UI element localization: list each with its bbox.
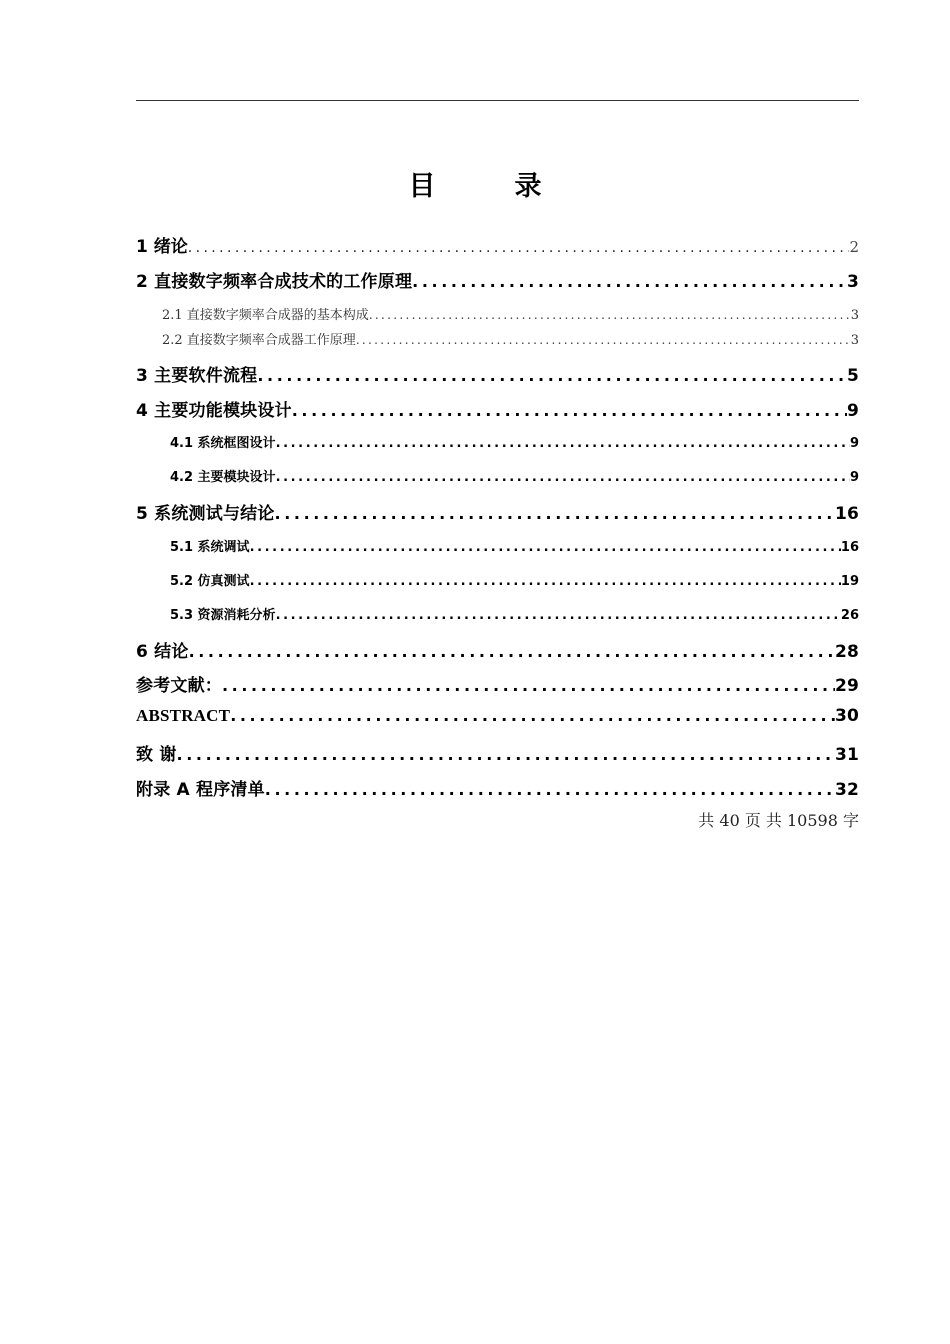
toc-title: 目 录	[408, 171, 568, 202]
toc-entry[interactable]	[136, 775, 859, 800]
toc-entry-page: 9	[846, 401, 859, 421]
toc-entry-page: 2	[849, 238, 859, 256]
toc-entry-label: 2 直接数字频率合成技术的工作原理	[136, 272, 413, 292]
dot-leader	[189, 642, 835, 661]
toc-entry-page: 29	[834, 676, 859, 696]
toc-entry[interactable]	[136, 304, 859, 323]
toc-entry-label: 5.2 仿真测试	[170, 574, 250, 589]
toc-entry-label: 致 谢	[136, 745, 177, 765]
toc-entry[interactable]	[136, 432, 859, 451]
toc-entry-page: 9	[849, 436, 859, 451]
toc-entry-page: 31	[834, 745, 859, 765]
dot-leader	[412, 272, 847, 291]
toc-entry-page: 16	[840, 540, 859, 555]
dot-leader	[265, 780, 835, 799]
toc-entry-page: 28	[834, 642, 859, 662]
toc-entry-label: 5.3 资源消耗分析	[170, 608, 276, 623]
toc-entry[interactable]	[136, 361, 859, 386]
toc-entry[interactable]	[136, 232, 859, 257]
dot-leader	[188, 240, 850, 256]
toc-entry-page: 3	[850, 308, 859, 323]
toc-entry-page: 26	[840, 608, 859, 623]
toc-entry-page: 5	[846, 366, 859, 386]
toc-entry-label: 1 绪论	[136, 237, 188, 257]
toc-entry[interactable]	[136, 637, 859, 662]
page-word-count: 共 40 页 共 10598 字	[698, 811, 859, 830]
toc-entry[interactable]	[136, 706, 859, 726]
dot-leader	[230, 706, 835, 725]
toc-entry[interactable]	[136, 466, 859, 485]
toc-entry-label: 5 系统测试与结论	[136, 504, 275, 524]
toc-entry-label: 5.1 系统调试	[170, 540, 250, 555]
toc-entry-label: 3 主要软件流程	[136, 366, 258, 386]
toc-entry[interactable]	[136, 396, 859, 421]
dot-leader	[276, 608, 841, 623]
dot-leader	[276, 436, 850, 451]
toc-entry-page: 3	[850, 333, 859, 348]
toc-entry-label: 2.2 直接数字频率合成器工作原理	[162, 333, 356, 348]
toc-entry[interactable]	[136, 604, 859, 623]
toc-entry-label: 4 主要功能模块设计	[136, 401, 292, 421]
toc-entry-label: ABSTRACT	[136, 706, 231, 725]
toc-entry-label: 附录 A 程序清单	[136, 780, 265, 800]
toc-entry-page: 16	[834, 504, 859, 524]
toc-entry-page: 32	[834, 780, 859, 800]
toc-entry[interactable]	[136, 536, 859, 555]
toc-entry-label: 参考文献：	[136, 676, 222, 696]
dot-leader	[275, 504, 835, 523]
toc-entry[interactable]	[136, 570, 859, 589]
dot-leader	[292, 401, 847, 420]
toc-entry-page: 9	[849, 470, 859, 485]
toc-entry-label: 2.1 直接数字频率合成器的基本构成	[162, 308, 369, 323]
dot-leader	[369, 308, 851, 322]
dot-leader	[257, 366, 847, 385]
toc-entry[interactable]	[136, 740, 859, 765]
dot-leader	[356, 333, 851, 347]
toc-entry-page: 19	[840, 574, 859, 589]
toc-entry[interactable]	[136, 671, 859, 696]
toc-entry-page: 3	[846, 272, 859, 292]
dot-leader	[276, 470, 850, 485]
toc-entry-label: 4.1 系统框图设计	[170, 436, 276, 451]
toc-entry[interactable]	[136, 499, 859, 524]
toc-entry-page: 30	[834, 706, 859, 726]
toc-entry[interactable]	[136, 267, 859, 292]
dot-leader	[177, 745, 835, 764]
toc-entry[interactable]	[136, 329, 859, 348]
header-rule	[136, 100, 859, 101]
dot-leader	[222, 676, 835, 695]
toc-entry-label: 4.2 主要模块设计	[170, 470, 276, 485]
toc-entry-label: 6 结论	[136, 642, 189, 662]
dot-leader	[250, 540, 841, 555]
dot-leader	[250, 574, 841, 589]
